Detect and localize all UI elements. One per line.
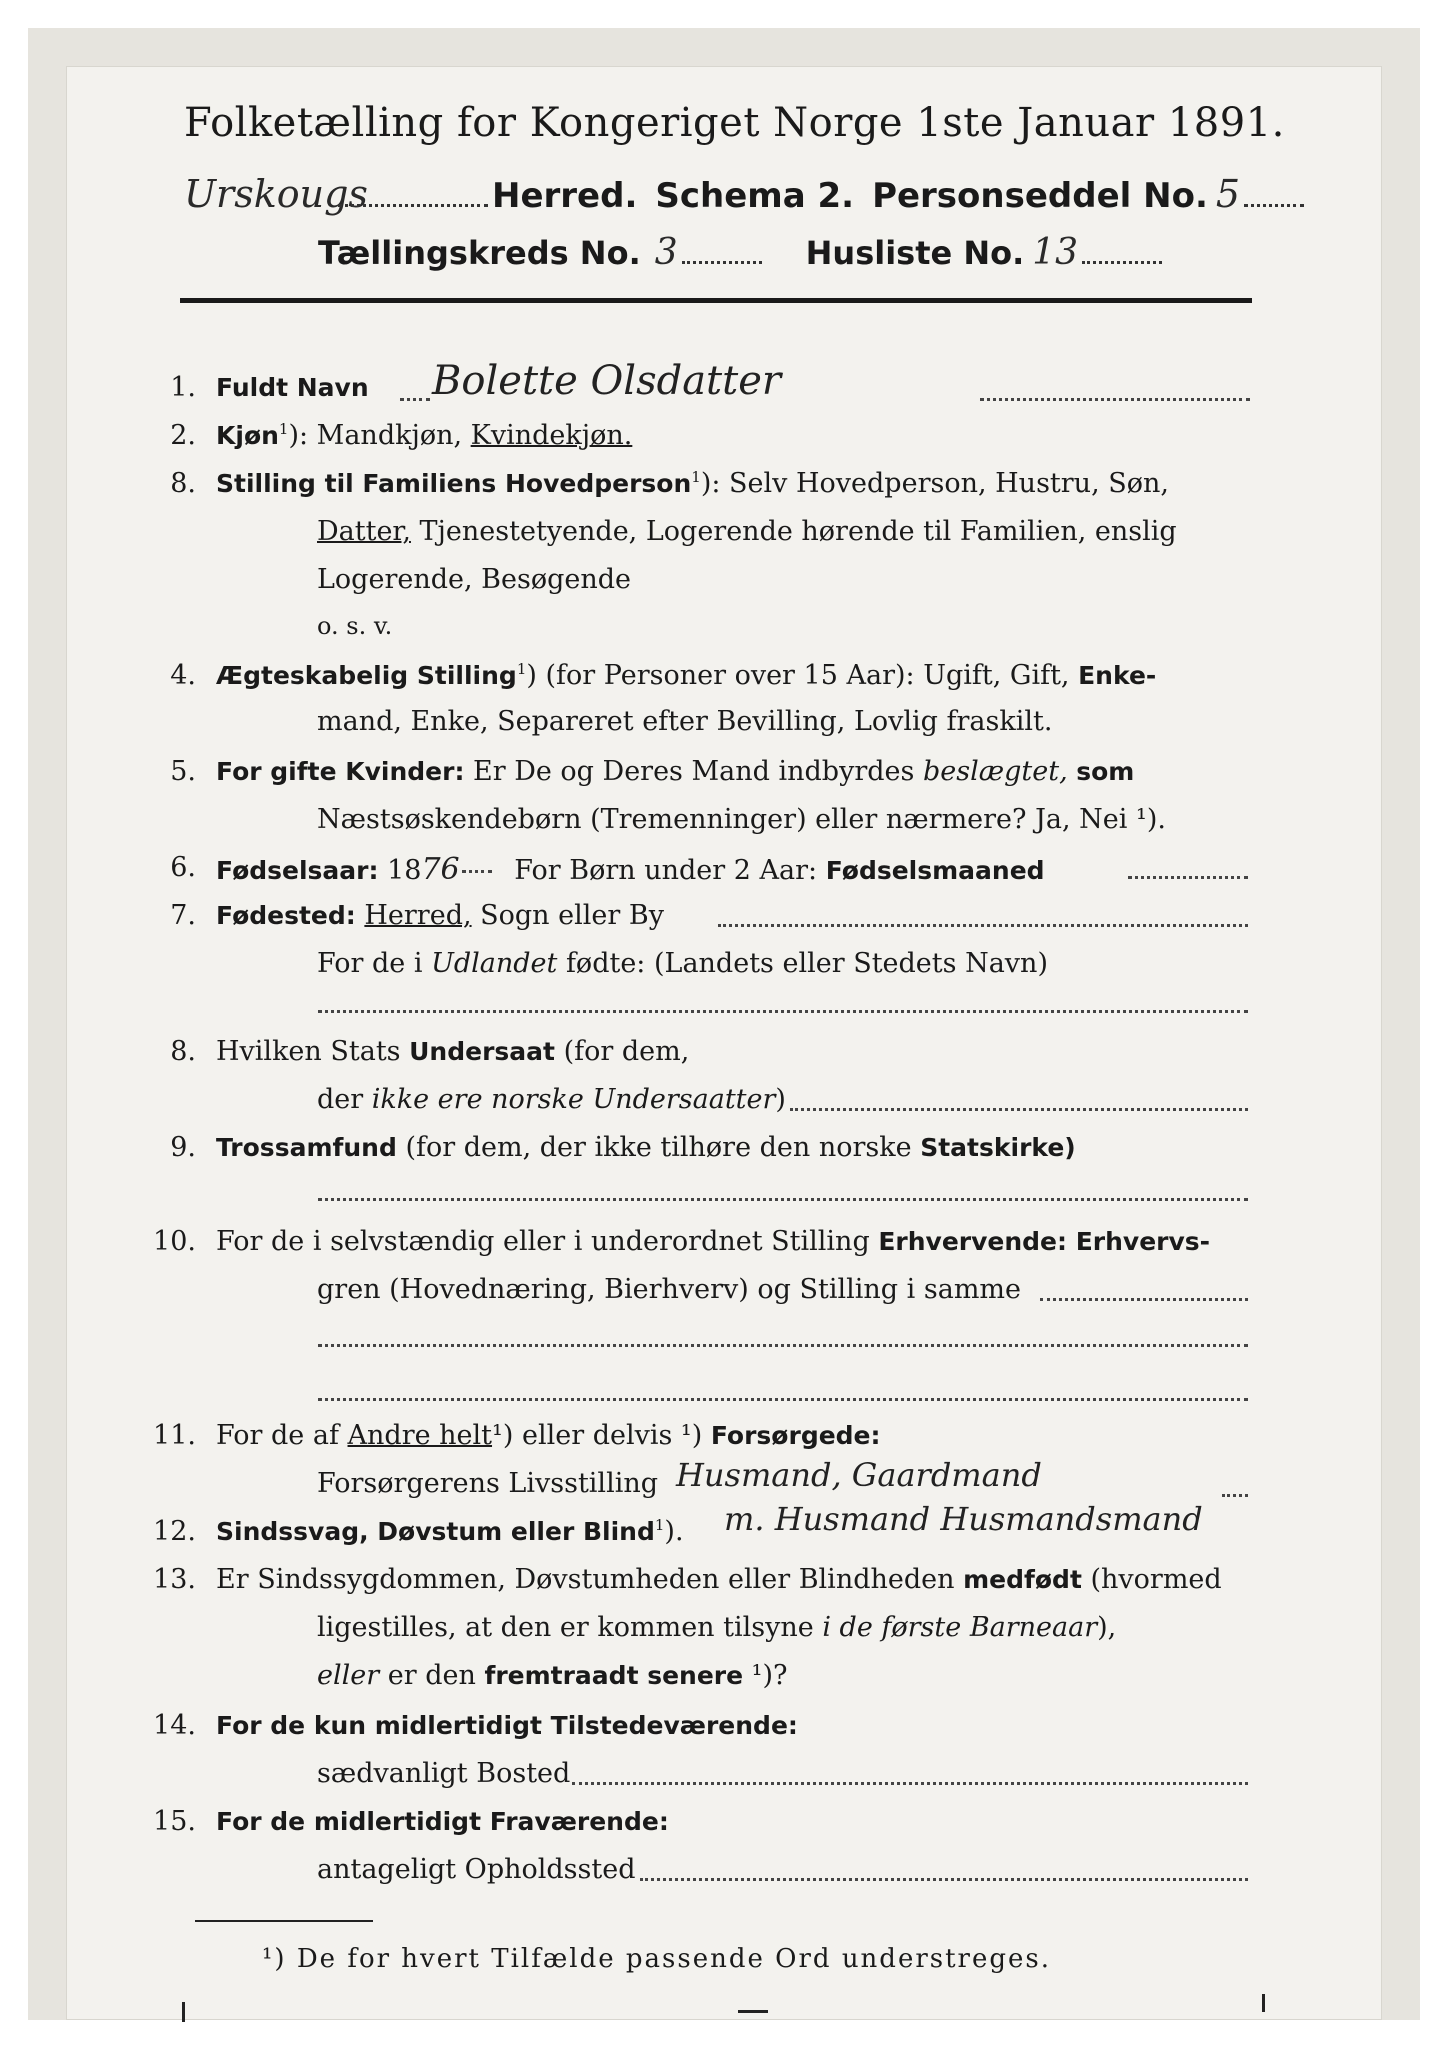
- item-number: 10.: [153, 1226, 196, 1257]
- item-label: Erhvervende:: [878, 1227, 1068, 1256]
- fill-line: [400, 398, 430, 401]
- item-10-line-2: gren (Hovednæring, Bierhverv) og Stilling i samme: [317, 1274, 1022, 1305]
- item-label: Fødested:: [216, 901, 356, 930]
- kreds-value: 3: [654, 232, 678, 273]
- item-text: ligestilles, at den er kommen tilsyne: [317, 1612, 823, 1643]
- item-text: ) (for Personer over 15 Aar): Ugift, Gift,: [526, 660, 1070, 691]
- item-12: 12. Sindssvag, Døvstum eller Blind$^1$).: [153, 1516, 684, 1547]
- stray-mark: [182, 2002, 185, 2022]
- item-4-line-2: mand, Enke, Separeret efter Bevilling, Lovlig fraskilt.: [317, 706, 1053, 737]
- item-text: ),: [1097, 1612, 1117, 1643]
- item-label: Ægteskabelig Stilling: [216, 661, 517, 690]
- underlined-option: Datter,: [317, 516, 411, 547]
- item-5: [170, 756, 1135, 787]
- item-text: (for dem, der ikke tilhøre den norske: [396, 1132, 921, 1163]
- item-text-bold: fremtraadt senere: [484, 1661, 744, 1690]
- item-number: 11.: [153, 1420, 196, 1451]
- item-11: [153, 1420, 881, 1451]
- item-text: For de i selvstændig eller i underordnet Stilling: [216, 1226, 879, 1257]
- personseddel-label: Personseddel No.: [872, 176, 1208, 216]
- fill-line: [318, 1398, 1248, 1401]
- item-7-line-2: [317, 948, 1048, 979]
- item-text-bold: Statskirke): [920, 1133, 1076, 1162]
- item-label: Trossamfund: [216, 1133, 397, 1162]
- header-line-herred: [184, 172, 1308, 216]
- personseddel-dots: [1244, 204, 1304, 207]
- item-6: [170, 852, 1045, 887]
- item-text: (hvormed: [1081, 1564, 1222, 1595]
- item-text: Er Sindssygdommen, Døvstumheden eller Blindheden: [216, 1564, 964, 1595]
- disability-value: m. Husmand Husmandsmand: [724, 1500, 1203, 1538]
- item-text: Tjenestetyende, Logerende hørende til Familien, enslig: [410, 516, 1177, 547]
- underlined-option: Andre helt: [347, 1420, 493, 1451]
- item-number: 14.: [153, 1710, 196, 1741]
- item-number: 13.: [153, 1564, 196, 1595]
- husliste-value: 13: [1032, 232, 1079, 273]
- item-label: For gifte Kvinder:: [216, 757, 465, 786]
- item-number: 8.: [170, 468, 196, 499]
- item-text-italic: i de første Barneaar: [822, 1612, 1098, 1643]
- item-2: [170, 420, 633, 451]
- item-number: 15.: [153, 1806, 196, 1837]
- footnote-rule: [195, 1920, 373, 1922]
- item-number: 7.: [170, 900, 196, 931]
- schema-label: Schema 2.: [655, 176, 855, 216]
- item-label: For de midlertidigt Fraværende:: [216, 1807, 669, 1836]
- fill-line: [1128, 876, 1248, 879]
- stray-mark: [738, 2010, 768, 2013]
- item-15-line-2: antageligt Opholdssted: [317, 1854, 636, 1885]
- footnote-ref: 1: [654, 1516, 665, 1534]
- stray-mark: [1262, 1994, 1265, 2012]
- footnote: ¹) De for hvert Tilfælde passende Ord understreges.: [262, 1944, 1052, 1974]
- item-text: Forsørgerens Livsstilling: [317, 1468, 659, 1499]
- herred-value: Urskougs: [184, 172, 368, 216]
- item-text: er den: [379, 1660, 485, 1691]
- item-number: 4.: [170, 660, 196, 691]
- item-14-line-2: sædvanligt Bosted: [317, 1758, 571, 1789]
- footnote-ref: 1: [516, 660, 527, 678]
- item-text: ): Selv Hovedperson, Hustru, Søn,: [700, 468, 1169, 499]
- fill-line: [1222, 1494, 1248, 1497]
- item-text-italic: eller: [317, 1660, 380, 1691]
- item-label: Forsørgede:: [710, 1421, 881, 1450]
- item-3: [170, 468, 1169, 499]
- kreds-label: Tællingskreds No.: [318, 234, 641, 272]
- item-label: Stilling til Familiens Hovedperson: [216, 469, 692, 498]
- item-label: Kjøn: [216, 421, 279, 450]
- item-13-line-2: [317, 1612, 1116, 1643]
- item-text: fødte: (Landets eller Stedets Navn): [557, 948, 1048, 979]
- item-text-bold: Enke-: [1078, 661, 1157, 690]
- item-13: [153, 1564, 1222, 1595]
- item-3-line-4: o. s. v.: [317, 612, 393, 640]
- item-number: 2.: [170, 420, 196, 451]
- year-prefix: 18: [387, 855, 422, 886]
- footnote-ref: 1: [278, 420, 289, 438]
- item-1: [170, 372, 369, 403]
- full-name-value: Bolette Olsdatter: [432, 358, 781, 404]
- item-label: Fødselsaar:: [216, 856, 379, 885]
- item-13-line-3: [317, 1660, 788, 1691]
- form-title: Folketælling for Kongeriget Norge 1ste Januar 1891.: [184, 100, 1285, 146]
- item-text: ¹) eller delvis ¹): [492, 1420, 711, 1451]
- provider-occupation-value: Husmand, Gaardmand: [676, 1456, 1042, 1494]
- kreds-dots: [682, 261, 762, 264]
- footnote-ref: 1: [691, 468, 701, 486]
- header-rule: [180, 298, 1252, 303]
- item-number: 8.: [170, 1036, 196, 1067]
- fill-line: [980, 398, 1250, 401]
- fill-line: [1040, 1298, 1248, 1301]
- item-text: For de i: [317, 948, 432, 979]
- item-label: Undersaat: [409, 1037, 555, 1066]
- herred-dots: [338, 204, 488, 207]
- item-text: (for dem,: [554, 1036, 690, 1067]
- item-number: 6.: [170, 852, 196, 883]
- fill-line: [318, 1198, 1248, 1201]
- item-number: 12.: [153, 1516, 196, 1547]
- item-label: medfødt: [963, 1565, 1082, 1594]
- item-text: ): Mandkjøn,: [288, 420, 463, 451]
- item-7: [170, 900, 664, 931]
- underlined-option: Kvindekjøn.: [470, 420, 633, 451]
- item-text: For Børn under 2 Aar:: [514, 855, 818, 886]
- item-text: der: [317, 1084, 372, 1115]
- item-text-bold: som: [1076, 757, 1135, 786]
- item-text-bold: Fødselsmaaned: [825, 856, 1045, 885]
- fill-line: [318, 1344, 1248, 1347]
- item-label: For de kun midlertidigt Tilstedeværende:: [216, 1711, 798, 1740]
- item-3-line-2: [317, 516, 1177, 547]
- item-text: Sogn eller By: [471, 900, 664, 931]
- personseddel-value: 5: [1215, 172, 1241, 216]
- item-text: Er De og Deres Mand indbyrdes: [464, 756, 915, 787]
- item-10: [153, 1226, 1211, 1257]
- item-number: 5.: [170, 756, 196, 787]
- item-text-italic: ikke ere norske Undersaatter: [371, 1084, 776, 1115]
- item-text-bold: Erhvervs-: [1067, 1227, 1211, 1256]
- item-number: 9.: [170, 1132, 196, 1163]
- item-text: ¹)?: [743, 1660, 788, 1691]
- birth-year-value: 76: [421, 852, 460, 887]
- herred-label: Herred.: [492, 176, 638, 216]
- item-9: [170, 1132, 1076, 1163]
- item-4: [170, 660, 1157, 691]
- item-5-line-2: Næstsøskendebørn (Tremenninger) eller nærmere? Ja, Nei ¹).: [317, 804, 1166, 835]
- husliste-dots: [1082, 261, 1162, 264]
- item-number: 1.: [170, 372, 196, 403]
- underlined-option: Herred,: [364, 900, 472, 931]
- item-14: [153, 1710, 798, 1741]
- item-11-line-2: [317, 1468, 658, 1499]
- item-label: Fuldt Navn: [216, 373, 369, 402]
- item-text-italic: beslægtet,: [922, 756, 1068, 787]
- fill-line: [640, 1878, 1248, 1881]
- husliste-label: Husliste No.: [805, 234, 1025, 272]
- item-label: Sindssvag, Døvstum eller Blind: [216, 1517, 655, 1546]
- fill-line: [572, 1782, 1248, 1785]
- item-8: [170, 1036, 690, 1067]
- item-text: For de af: [216, 1420, 348, 1451]
- fill-line: [318, 1010, 1248, 1013]
- item-15: [153, 1806, 669, 1837]
- item-3-line-3: Logerende, Besøgende: [317, 564, 631, 595]
- header-line-kreds: [318, 232, 1166, 273]
- item-text: Hvilken Stats: [216, 1036, 410, 1067]
- fill-line: [790, 1108, 1248, 1111]
- item-8-line-2: der ikke ere norske Undersaatter): [317, 1084, 786, 1115]
- fill-line: [718, 924, 1248, 927]
- item-text-italic: Udlandet: [431, 948, 558, 979]
